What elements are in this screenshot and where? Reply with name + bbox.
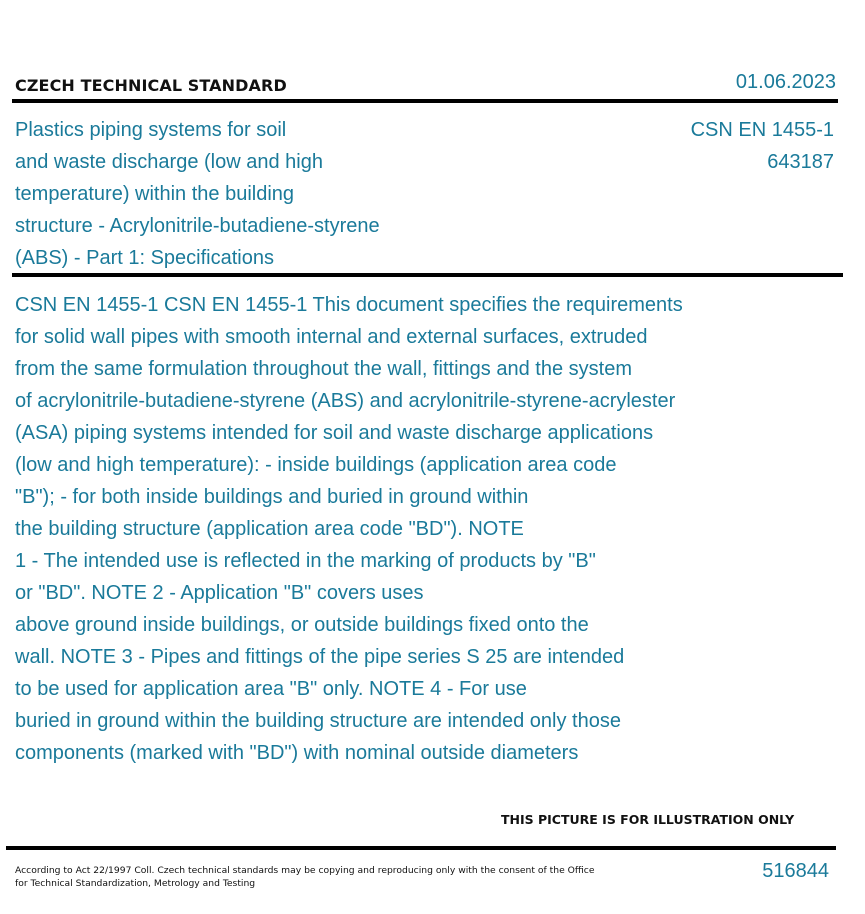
title-line: and waste discharge (low and high [15, 151, 323, 173]
document-number: 516844 [762, 860, 829, 882]
abstract-line: (ASA) piping systems intended for soil and waste discharge applications [15, 422, 654, 444]
abstract-line: above ground inside buildings, or outside buildings fixed onto the [15, 614, 589, 636]
footer-rule [6, 846, 836, 850]
abstract-line: wall. NOTE 3 - Pipes and fittings of the pipe series S 25 are intended [15, 646, 625, 668]
title-line: temperature) within the building [15, 183, 295, 205]
abstract-text [15, 289, 683, 769]
abstract-line: (low and high temperature): - inside buildings (application area code [15, 454, 617, 476]
header-rule [12, 99, 838, 103]
catalog-number: 643187 [767, 151, 834, 173]
abstract-line: from the same formulation throughout the wall, fittings and the system [15, 358, 632, 380]
standard-codes [691, 114, 834, 178]
abstract-line: for solid wall pipes with smooth internal and external surfaces, extruded [15, 326, 648, 348]
legal-line: According to Act 22/1997 Coll. Czech technical standards may be copying and reproducing only with the consent of the Office [15, 865, 595, 876]
abstract-line: the building structure (application area code "BD"). NOTE [15, 518, 524, 540]
abstract-line: 1 - The intended use is reflected in the marking of products by "B" [15, 550, 596, 572]
legal-line: for Technical Standardization, Metrology and Testing [15, 878, 256, 889]
publication-date: 01.06.2023 [735, 71, 836, 93]
standard-label: CZECH TECHNICAL STANDARD [15, 76, 287, 95]
abstract-line: or "BD". NOTE 2 - Application "B" covers uses [15, 582, 424, 604]
abstract-line: to be used for application area "B" only. NOTE 4 - For use [15, 678, 527, 700]
title-line: Plastics piping systems for soil [15, 119, 287, 141]
document-title [15, 114, 380, 274]
abstract-line: components (marked with "BD") with nominal outside diameters [15, 742, 579, 764]
abstract-line: of acrylonitrile-butadiene-styrene (ABS) and acrylonitrile-styrene-acrylester [15, 390, 676, 412]
abstract-line: CSN EN 1455-1 CSN EN 1455-1 This document specifies the requirements [15, 294, 683, 316]
title-line: structure - Acrylonitrile-butadiene-styrene [15, 215, 380, 237]
legal-notice [15, 864, 594, 890]
illustration-note: THIS PICTURE IS FOR ILLUSTRATION ONLY [501, 812, 795, 827]
standard-code: CSN EN 1455-1 [690, 119, 834, 141]
title-line: (ABS) - Part 1: Specifications [15, 247, 274, 269]
abstract-line: buried in ground within the building structure are intended only those [15, 710, 621, 732]
abstract-line: "B"); - for both inside buildings and buried in ground within [15, 486, 529, 508]
title-rule [12, 273, 843, 277]
